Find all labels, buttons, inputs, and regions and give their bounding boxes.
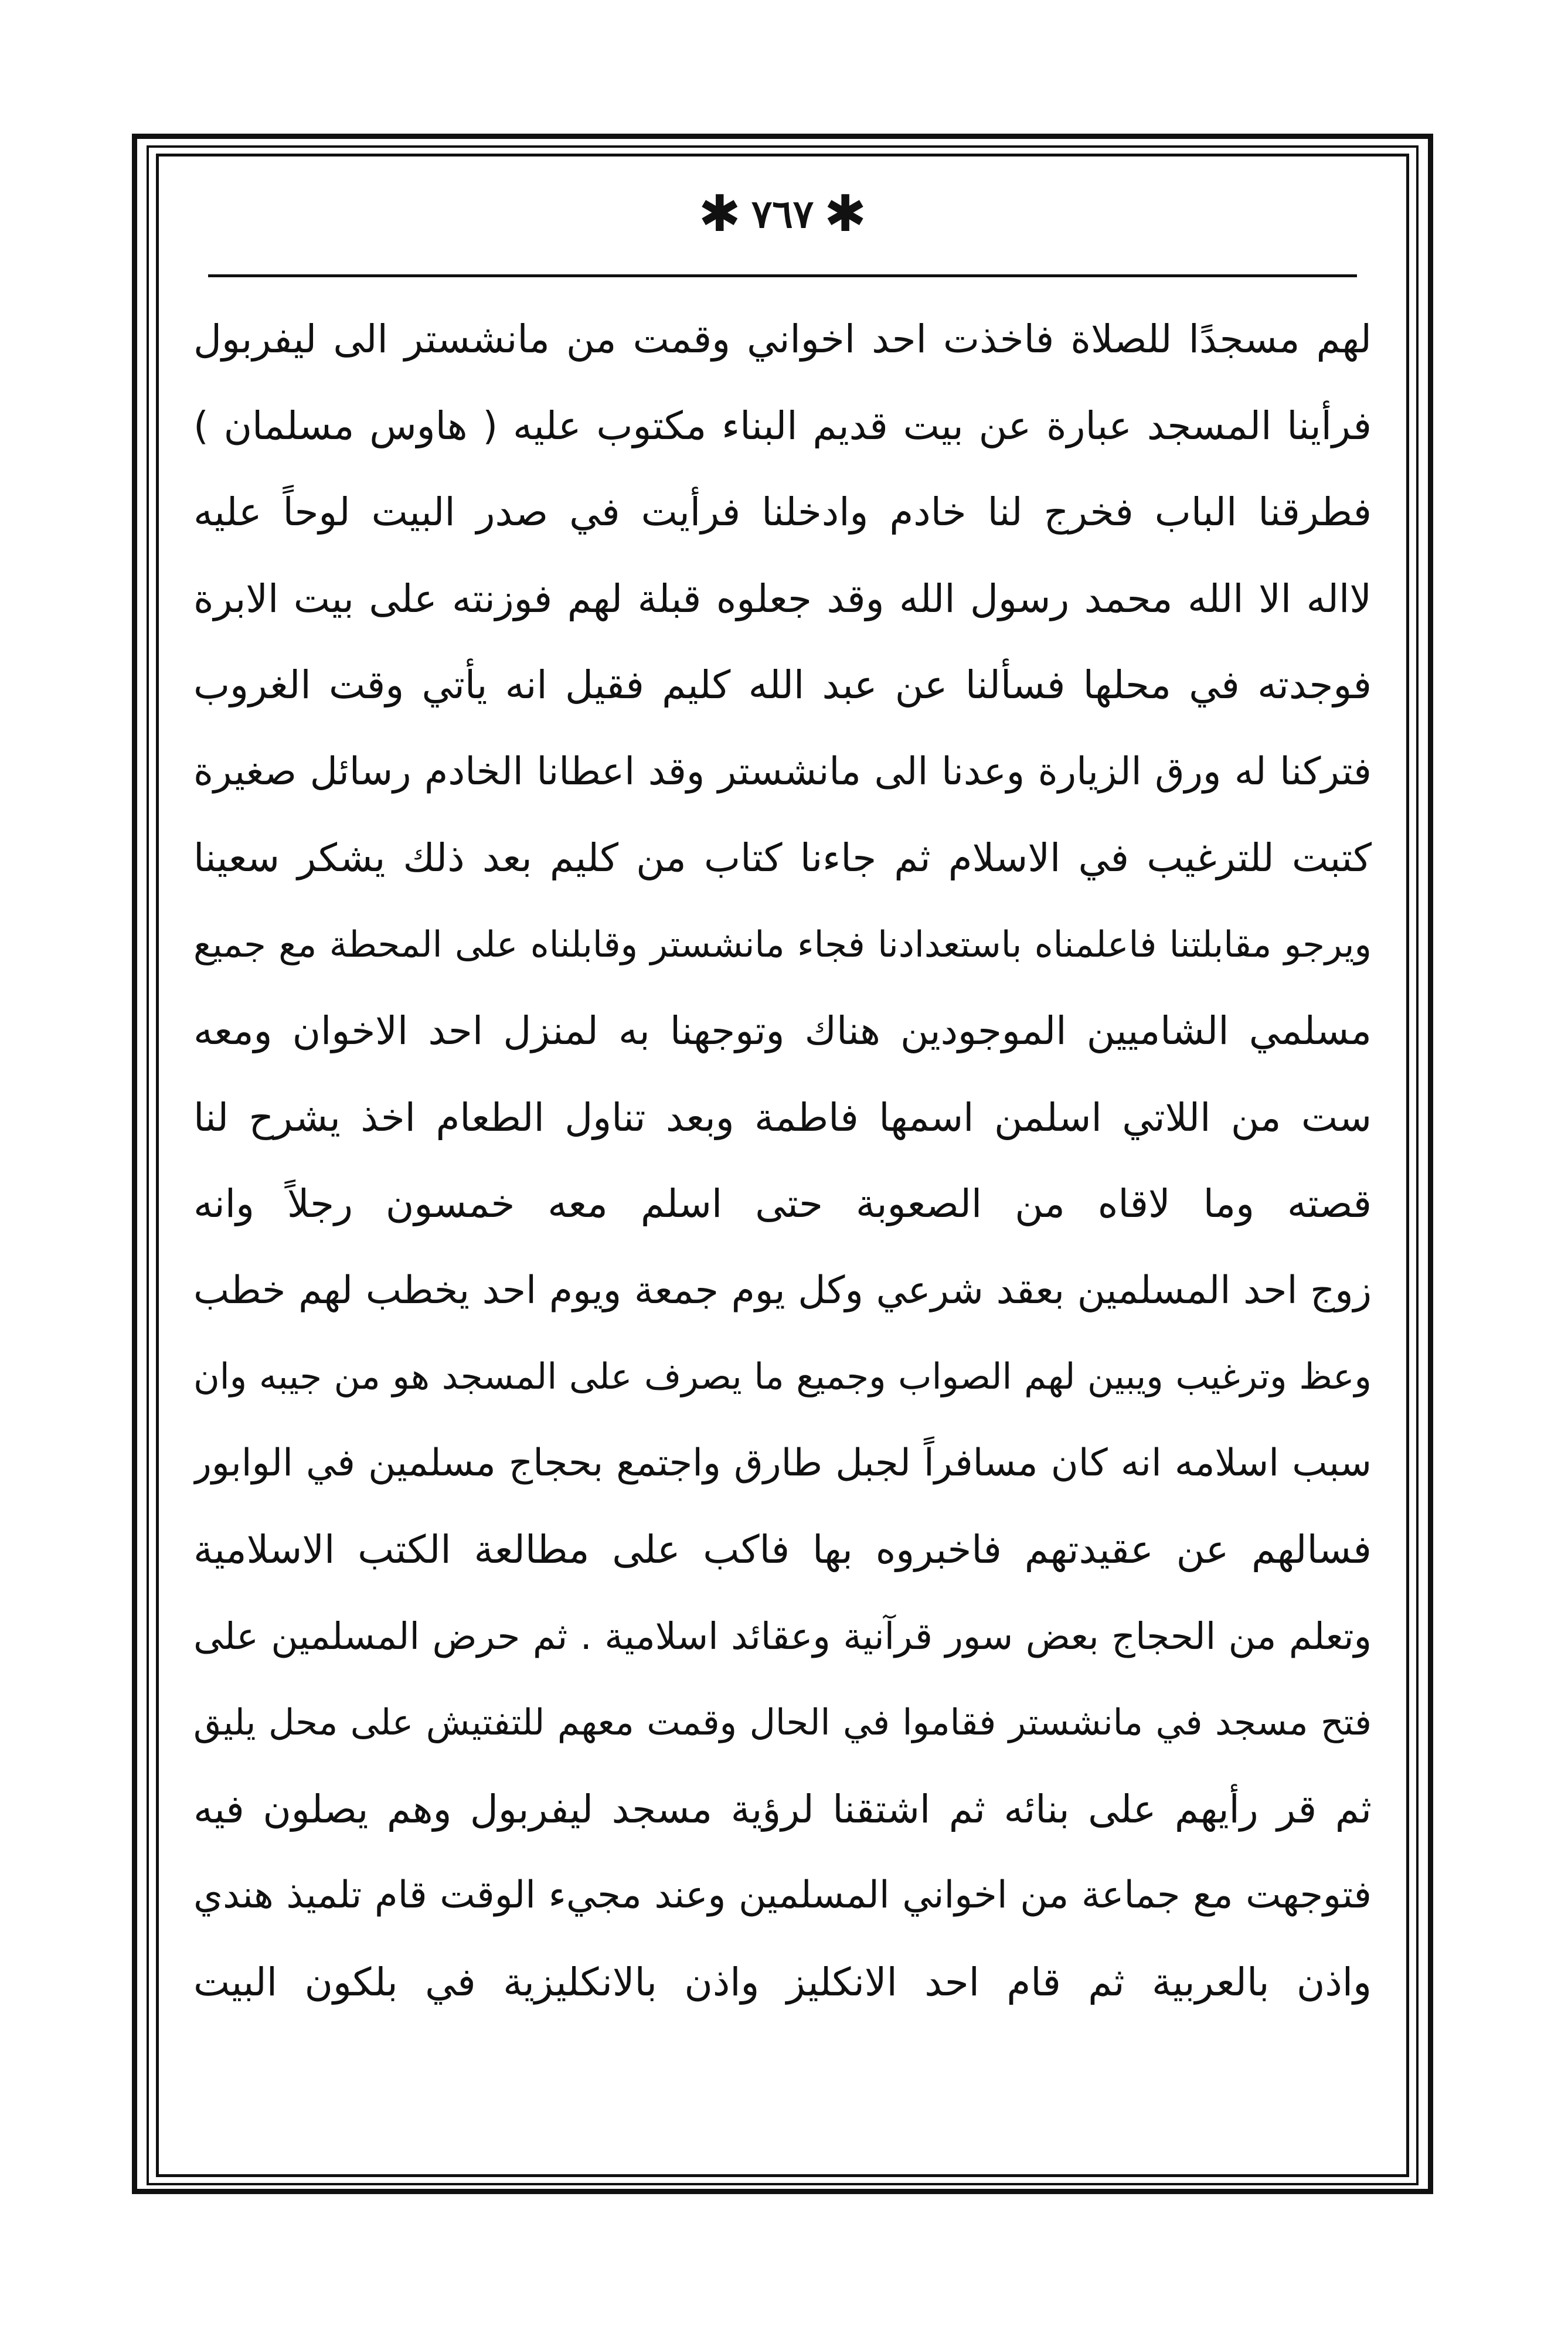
text-line: فتوجهت مع جماعة من اخواني المسلمين وعند مجيء الوقت قام تلميذ هندي <box>193 1873 1372 1917</box>
text-line: لااله الا الله محمد رسول الله وقد جعلوه قبلة لهم فوزنته على بيت الابرة <box>193 576 1372 621</box>
text-line: وتعلم من الحجاج بعض سور قرآنية وعقائد اسلامية . ثم حرض المسلمين على <box>193 1614 1372 1658</box>
text-line: مسلمي الشاميين الموجودين هناك وتوجهنا به لمنزل احد الاخوان ومعه <box>193 1008 1372 1053</box>
text-line: قصته وما لاقاه من الصعوبة حتى اسلم معه خمسون رجلاً وانه <box>193 1181 1372 1226</box>
body-text <box>193 296 1372 2025</box>
text-line: لهم مسجدًا للصلاة فاخذت احد اخواني وقمت من مانشستر الى ليفربول <box>193 317 1372 362</box>
text-line: فطرقنا الباب فخرج لنا خادم وادخلنا فرأيت في صدر البيت لوحاً عليه <box>193 489 1372 535</box>
text-line: فرأينا المسجد عبارة عن بيت قديم البناء مكتوب عليه ( هاوس مسلمان ) <box>193 403 1372 448</box>
floral-ornament-icon: ✱ <box>824 185 867 243</box>
header-divider <box>208 274 1357 277</box>
text-line: فتركنا له ورق الزيارة وعدنا الى مانشستر وقد اعطانا الخادم رسائل صغيرة <box>193 749 1372 794</box>
text-line: ست من اللاتي اسلمن اسمها فاطمة وبعد تناول الطعام اخذ يشرح لنا <box>193 1094 1372 1140</box>
text-line: ويرجو مقابلتنا فاعلمناه باستعدادنا فجاء مانشستر وقابلناه على المحطة مع جميع <box>193 923 1372 965</box>
floral-ornament-icon: ✱ <box>698 185 741 243</box>
page-header <box>156 176 1409 252</box>
text-line: فوجدته في محلها فسألنا عن عبد الله كليم فقيل انه يأتي وقت الغروب <box>193 662 1372 708</box>
text-line: فسالهم عن عقيدتهم فاخبروه بها فاكب على مطالعة الكتب الاسلامية <box>193 1527 1372 1572</box>
text-line: فتح مسجد في مانشستر فقاموا في الحال وقمت معهم للتفتيش على محل يليق <box>193 1702 1372 1743</box>
text-line: كتبت للترغيب في الاسلام ثم جاءنا كتاب من كليم بعد ذلك يشكر سعينا <box>193 835 1372 880</box>
text-line: واذن بالعربية ثم قام احد الانكليز واذن بالانكليزية في بلكون البيت <box>193 1959 1372 2005</box>
text-line: سبب اسلامه انه كان مسافراً لجبل طارق واجتمع بحجاج مسلمين في الوابور <box>193 1441 1372 1485</box>
text-line: زوج احد المسلمين بعقد شرعي وكل يوم جمعة ويوم احد يخطب لهم خطب <box>193 1268 1372 1312</box>
text-line: وعظ وترغيب ويبين لهم الصواب وجميع ما يصرف على المسجد هو من جيبه وان <box>193 1356 1372 1397</box>
text-line: ثم قر رأيهم على بنائه ثم اشتقنا لرؤية مسجد ليفربول وهم يصلون فيه <box>193 1786 1372 1832</box>
page-number: ٧٦٧ <box>751 191 814 237</box>
